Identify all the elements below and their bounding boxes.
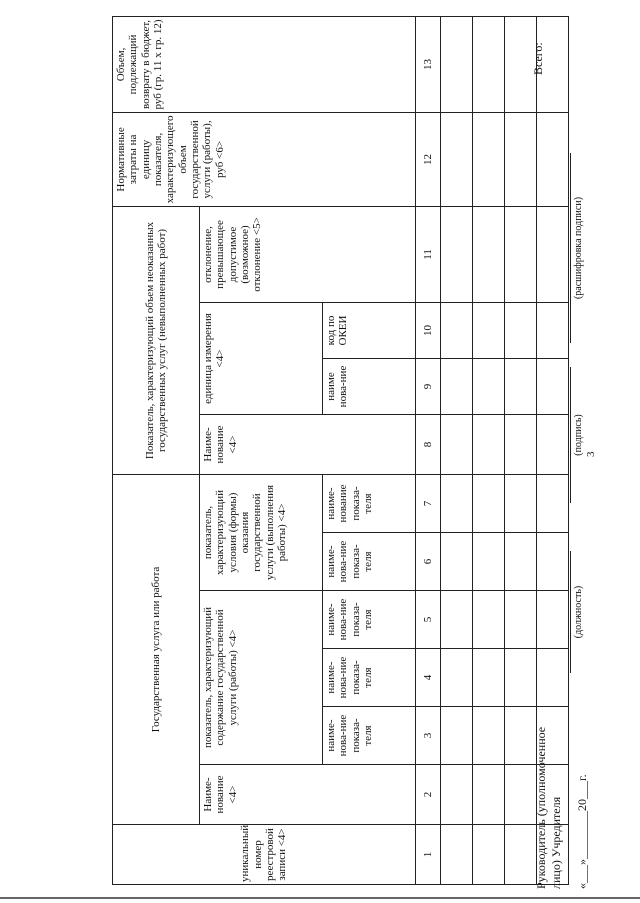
empty-cell bbox=[537, 533, 569, 591]
empty-cell bbox=[473, 707, 505, 765]
empty-cell bbox=[473, 765, 505, 825]
column-number: 10 bbox=[416, 302, 441, 358]
empty-cell bbox=[473, 414, 505, 474]
header-refund-volume: Объем, подлежащий возврату в бюджет, руб (гр. 11 x гр. 12) bbox=[113, 16, 416, 112]
empty-cell bbox=[441, 16, 473, 112]
decoding-caption: (расшифровка подписи) bbox=[573, 196, 584, 300]
empty-cell bbox=[505, 533, 537, 591]
empty-cell bbox=[441, 302, 473, 358]
empty-cell bbox=[505, 591, 537, 649]
empty-cell bbox=[537, 474, 569, 532]
column-number: 7 bbox=[416, 474, 441, 532]
empty-cell bbox=[473, 474, 505, 532]
head-label-line-2: лицо) Учредителя bbox=[549, 796, 563, 889]
decoding-signature-line bbox=[570, 153, 571, 343]
signature-line bbox=[570, 367, 571, 503]
position-caption: (должность) bbox=[573, 585, 584, 639]
header-indicator-name-3: наиме-нова-ние показа-теля bbox=[323, 707, 416, 765]
header-normative-costs: Нормативные затраты на единицу показателя, характеризующего объем государственной услуги (работы), руб <6> bbox=[113, 112, 416, 206]
empty-cell bbox=[537, 206, 569, 302]
empty-cell bbox=[473, 112, 505, 206]
empty-cell bbox=[473, 591, 505, 649]
header-row-1 bbox=[113, 16, 200, 884]
empty-cell bbox=[441, 591, 473, 649]
empty-cell bbox=[537, 358, 569, 414]
header-unit-name: наиме нова-ние bbox=[323, 358, 416, 414]
column-number: 1 bbox=[416, 825, 441, 885]
empty-data-row bbox=[441, 16, 473, 884]
column-number: 5 bbox=[416, 591, 441, 649]
empty-data-row bbox=[473, 16, 505, 884]
empty-cell bbox=[505, 765, 537, 825]
empty-cell bbox=[441, 765, 473, 825]
header-unit-group: единица измерения <4> bbox=[200, 302, 323, 414]
empty-cell bbox=[505, 414, 537, 474]
empty-cell bbox=[473, 825, 505, 885]
report-table bbox=[112, 16, 569, 885]
empty-cell bbox=[537, 591, 569, 649]
empty-cell bbox=[473, 302, 505, 358]
total-label: Всего: bbox=[531, 42, 545, 75]
empty-cell bbox=[441, 649, 473, 707]
page-number: 3 bbox=[585, 451, 597, 457]
column-number: 13 bbox=[416, 16, 441, 112]
column-number-row bbox=[416, 16, 441, 884]
empty-cell bbox=[505, 206, 537, 302]
header-indicator-name-6: наиме-нова-ние показа-теля bbox=[323, 533, 416, 591]
column-number: 6 bbox=[416, 533, 441, 591]
empty-cell bbox=[505, 707, 537, 765]
empty-cell bbox=[441, 707, 473, 765]
column-number: 2 bbox=[416, 765, 441, 825]
signature-caption: (подпись) bbox=[573, 414, 584, 456]
column-number: 3 bbox=[416, 707, 441, 765]
empty-cell bbox=[537, 302, 569, 358]
header-indicator-name-4: наиме-нова-ние показа-теля bbox=[323, 649, 416, 707]
header-unique-number: уникальный номер реестровой записи <4> bbox=[113, 825, 416, 885]
column-number: 9 bbox=[416, 358, 441, 414]
header-unit-code: код по ОКЕИ bbox=[323, 302, 416, 358]
header-service-name: Наиме-нование <4> bbox=[200, 765, 416, 825]
date-line: «___»________20___г. bbox=[575, 774, 589, 889]
empty-cell bbox=[537, 649, 569, 707]
header-volume-group: Показатель, характеризующий объем неоказанных государственных услуг (невыполненных работ) bbox=[113, 206, 200, 474]
column-number: 12 bbox=[416, 112, 441, 206]
empty-cell bbox=[505, 825, 537, 885]
empty-cell bbox=[473, 649, 505, 707]
header-deviation: отклонение, превышающее допустимое (возможное) отклонение <5> bbox=[200, 206, 416, 302]
empty-cell bbox=[473, 16, 505, 112]
empty-cell bbox=[441, 414, 473, 474]
scan-edge-line bbox=[0, 897, 640, 899]
head-label-line-1: Руководитель (уполномоченное bbox=[534, 726, 548, 889]
empty-cell bbox=[441, 474, 473, 532]
empty-cell bbox=[505, 649, 537, 707]
empty-rows bbox=[441, 16, 569, 884]
empty-cell bbox=[473, 206, 505, 302]
empty-cell bbox=[505, 112, 537, 206]
empty-cell bbox=[441, 206, 473, 302]
header-service-group: Государственная услуга или работа bbox=[113, 474, 200, 824]
empty-cell bbox=[537, 112, 569, 206]
column-number: 11 bbox=[416, 206, 441, 302]
empty-cell bbox=[537, 414, 569, 474]
empty-cell bbox=[441, 533, 473, 591]
empty-cell bbox=[505, 474, 537, 532]
column-number: 8 bbox=[416, 414, 441, 474]
empty-cell bbox=[473, 533, 505, 591]
empty-cell bbox=[505, 358, 537, 414]
header-indicator-name-7: наиме-нование показа-теля bbox=[323, 474, 416, 532]
empty-cell bbox=[505, 302, 537, 358]
header-indicator-name-5: наиме-нова-ние показа-теля bbox=[323, 591, 416, 649]
empty-cell bbox=[441, 112, 473, 206]
header-content-indicator: показатель, характеризующий содержание государственной услуги (работы) <4> bbox=[200, 591, 323, 765]
empty-data-row bbox=[505, 16, 537, 884]
empty-cell bbox=[441, 358, 473, 414]
column-number: 4 bbox=[416, 649, 441, 707]
empty-cell bbox=[441, 825, 473, 885]
position-signature-line bbox=[570, 551, 571, 673]
header-volume-name: Наиме-нование <4> bbox=[200, 414, 416, 474]
header-condition-indicator: показатель, характеризующий условия (формы) оказания государственной услуги (выполнения работы) <4> bbox=[200, 474, 323, 590]
empty-cell bbox=[473, 358, 505, 414]
